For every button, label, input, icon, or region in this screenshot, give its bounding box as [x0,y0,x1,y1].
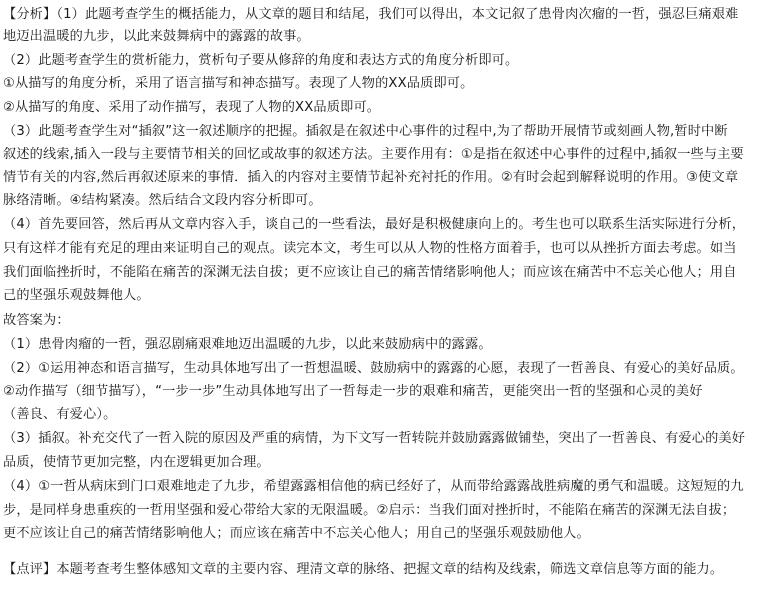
answer-line: （善良、有爱心）。 [3,407,117,422]
answer-line: 步，是同样身患重疾的一哲用坚强和爱心带给大家的无限温暖。②启示：当我们面对挫折时，不能陷在痛苦的深渊无法自拔； [3,503,736,518]
comment-line: 【点评】本题考查考生整体感知文章的主要内容、理清文章的脉络、把握文章的结构及线索，筛选文章信息等方面的能力。 [3,562,724,577]
analysis-line: 叙述的线索,插入一段与主要情节相关的回忆或故事的叙述方法。主要作用有：①是指在叙述中心事件的过程中,插叙一些与主要 [3,147,744,162]
analysis-line: ①从描写的角度分析，采用了语言描写和神态描写。表现了人物的XX品质即可。 [3,76,474,91]
analysis-line: 地迈出温暖的九步，以此来鼓舞病中的露露的故事。 [3,29,310,44]
analysis-line: 情节有关的内容,然后再叙述原来的事情．插入的内容对主要情节起补充衬托的作用。②有时会起到解释说明的作用。③使文章 [3,170,739,185]
answer-heading: 故答案为： [3,313,70,328]
analysis-line: 脉络清晰。④结构紧凑。然后结合文段内容分析即可。 [3,193,322,208]
analysis-line: 己的坚强乐观鼓舞他人。 [3,288,150,303]
answer-line: 品质，使情节更加完整，内在逻辑更加合理。 [3,455,270,470]
analysis-line: ②从描写的角度、采用了动作描写，表现了人物的XX品质即可。 [3,100,381,115]
analysis-line: 只有这样才能有充足的理由来证明自己的观点。读完本文，考生可以从人物的性格方面着手，也可以从挫折方面去考虑。如当 [3,241,737,256]
answer-line: （2）①运用神态和语言描写，生动具体地写出了一哲想温暖、鼓励病中的露露的心愿，表现了一哲善良、有爱心的美好品质。 [3,361,744,376]
document-body [3,0,779,590]
analysis-line: （3）此题考查学生对“插叙”这一叙述顺序的把握。插叙是在叙述中心事件的过程中,为了帮助开展情节或刻画人物,暂时中断 [3,124,728,139]
answer-line: （1）患骨肉瘤的一哲，强忍剧痛艰难地迈出温暖的九步，以此来鼓励病中的露露。 [3,337,492,352]
analysis-line: （4）首先要回答，然后再从文章内容入手，谈自己的一些看法，最好是积极健康向上的。考生也可以联系生活实际进行分析， [3,217,746,232]
answer-line: 更不应该让自己的痛苦情绪影响他人；而应该在痛苦中不忘关心他人；用自己的坚强乐观鼓励他人。 [3,526,590,541]
answer-line: （3）插叙。补充交代了一哲入院的原因及严重的病情，为下文写一哲转院并鼓励露露做铺垫，突出了一哲善良、有爱心的美好 [3,431,746,446]
analysis-line: 【分析】（1）此题考查学生的概括能力，从文章的题目和结尾，我们可以得出，本文记叙了患骨肉次瘤的一哲，强忍巨痛艰难 [3,7,739,22]
answer-line: （4）①一哲从病床到门口艰难地走了九步，希望露露相信他的病已经好了，从而带给露露战胜病魔的勇气和温暖。这短短的九 [3,479,744,494]
analysis-line: （2）此题考查学生的赏析能力，赏析句子要从修辞的角度和表达方式的角度分析即可。 [3,53,519,68]
analysis-line: 我们面临挫折时，不能陷在痛苦的深渊无法自拔；更不应该让自己的痛苦情绪影响他人；而应该在痛苦中不忘关心他人；用自 [3,265,737,280]
answer-line: ②动作描写（细节描写），“一步一步”生动具体地写出了一哲每走一步的艰难和痛苦，更能突出一哲的坚强和心灵的美好 [3,384,703,399]
